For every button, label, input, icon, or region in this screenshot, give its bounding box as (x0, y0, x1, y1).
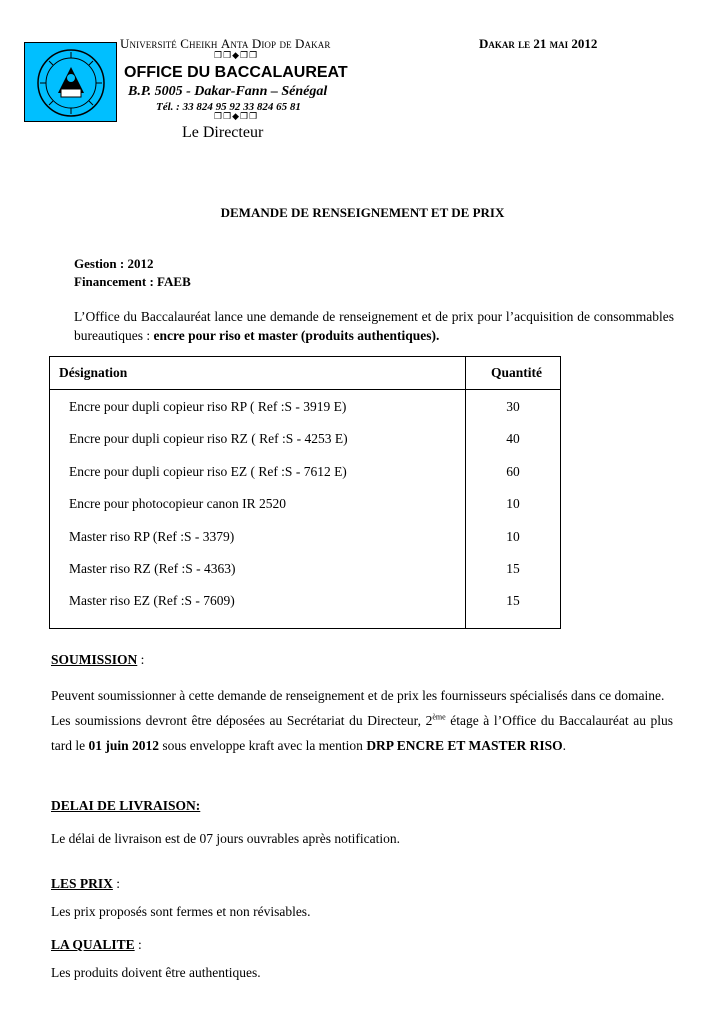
ornament-divider: ❐❐◆❐❐ (214, 112, 259, 122)
soumission-paragraph (51, 683, 673, 758)
designation-cell (50, 390, 466, 629)
director-title: Le Directeur (182, 124, 264, 141)
table-row-quantity: 15 (506, 560, 520, 576)
office-logo (24, 42, 117, 122)
qualite-text: Les produits doivent être authentiques. (51, 965, 261, 980)
quantity-header: Quantité (466, 357, 561, 390)
intro-paragraph: L’Office du Baccalauréat lance une demande de renseignement et de prix pour l’acquisition de consommables bureautiques : encre pour riso et master (produits authentiques). (74, 309, 674, 343)
table-row-quantity: 10 (506, 528, 520, 544)
qualite-heading: LA QUALITE : (51, 937, 142, 952)
soumission-text-2: Les soumissions devront être déposées au Secrétariat du Directeur, 2ème étage à l’Office du Baccalauréat au plus tard le 01 juin 2012 sous enveloppe kraft avec la mention DRP ENCRE ET MASTER RISO. (51, 712, 674, 753)
prix-text: Les prix proposés sont fermes et non révisables. (51, 904, 311, 919)
soumission-heading: SOUMISSION : (51, 652, 145, 667)
table-row-designation: Master riso EZ (Ref :S - 7609) (69, 593, 235, 609)
table-row-quantity: 30 (506, 399, 520, 414)
table-row-quantity: 15 (506, 593, 520, 609)
gestion-line: Gestion : 2012 (74, 256, 154, 271)
prix-heading: LES PRIX : (51, 876, 121, 891)
logo-emblem-icon (25, 43, 116, 121)
quantity-cell (466, 390, 561, 629)
table-header-row (50, 357, 561, 390)
table-row-designation: Master riso RP (Ref :S - 3379) (69, 528, 235, 544)
delai-text: Le délai de livraison est de 07 jours ouvrables après notification. (51, 831, 401, 846)
table-row-quantity: 60 (506, 463, 520, 479)
table-row-designation: Encre pour photocopieur canon IR 2520 (69, 496, 287, 512)
financement-line: Financement : FAEB (74, 274, 191, 289)
items-table (49, 356, 561, 629)
university-name: Université Cheikh Anta Diop de Dakar (120, 36, 331, 51)
table-row-quantity: 10 (506, 496, 520, 512)
office-title: OFFICE DU BACCALAUREAT (124, 64, 348, 81)
table-row-designation: Encre pour dupli copieur riso EZ ( Ref :S - 7612 E) (69, 463, 347, 479)
table-row-quantity: 40 (506, 431, 520, 447)
table-row-designation: Master riso RZ (Ref :S - 4363) (69, 560, 236, 576)
date-line: Dakar le 21 mai 2012 (479, 36, 598, 51)
gestion-block (74, 255, 191, 291)
ornament-divider: ❐❐◆❐❐ (214, 51, 259, 61)
table-row-designation: Encre pour dupli copieur riso RP ( Ref :S - 3919 E) (69, 399, 347, 414)
office-phone: Tél. : 33 824 95 92 33 824 65 81 (156, 101, 301, 113)
table-body-row (50, 390, 561, 629)
designation-header: Désignation (50, 357, 466, 390)
table-row-designation: Encre pour dupli copieur riso RZ ( Ref :S - 4253 E) (69, 431, 348, 447)
document-title: DEMANDE DE RENSEIGNEMENT ET DE PRIX (220, 205, 505, 220)
soumission-text-1: Peuvent soumissionner à cette demande de renseignement et de prix les fournisseurs spécialisés dans ce domaine. (51, 688, 665, 703)
office-address: B.P. 5005 - Dakar-Fann – Sénégal (128, 84, 328, 99)
delai-heading: DELAI DE LIVRAISON: (51, 798, 201, 813)
